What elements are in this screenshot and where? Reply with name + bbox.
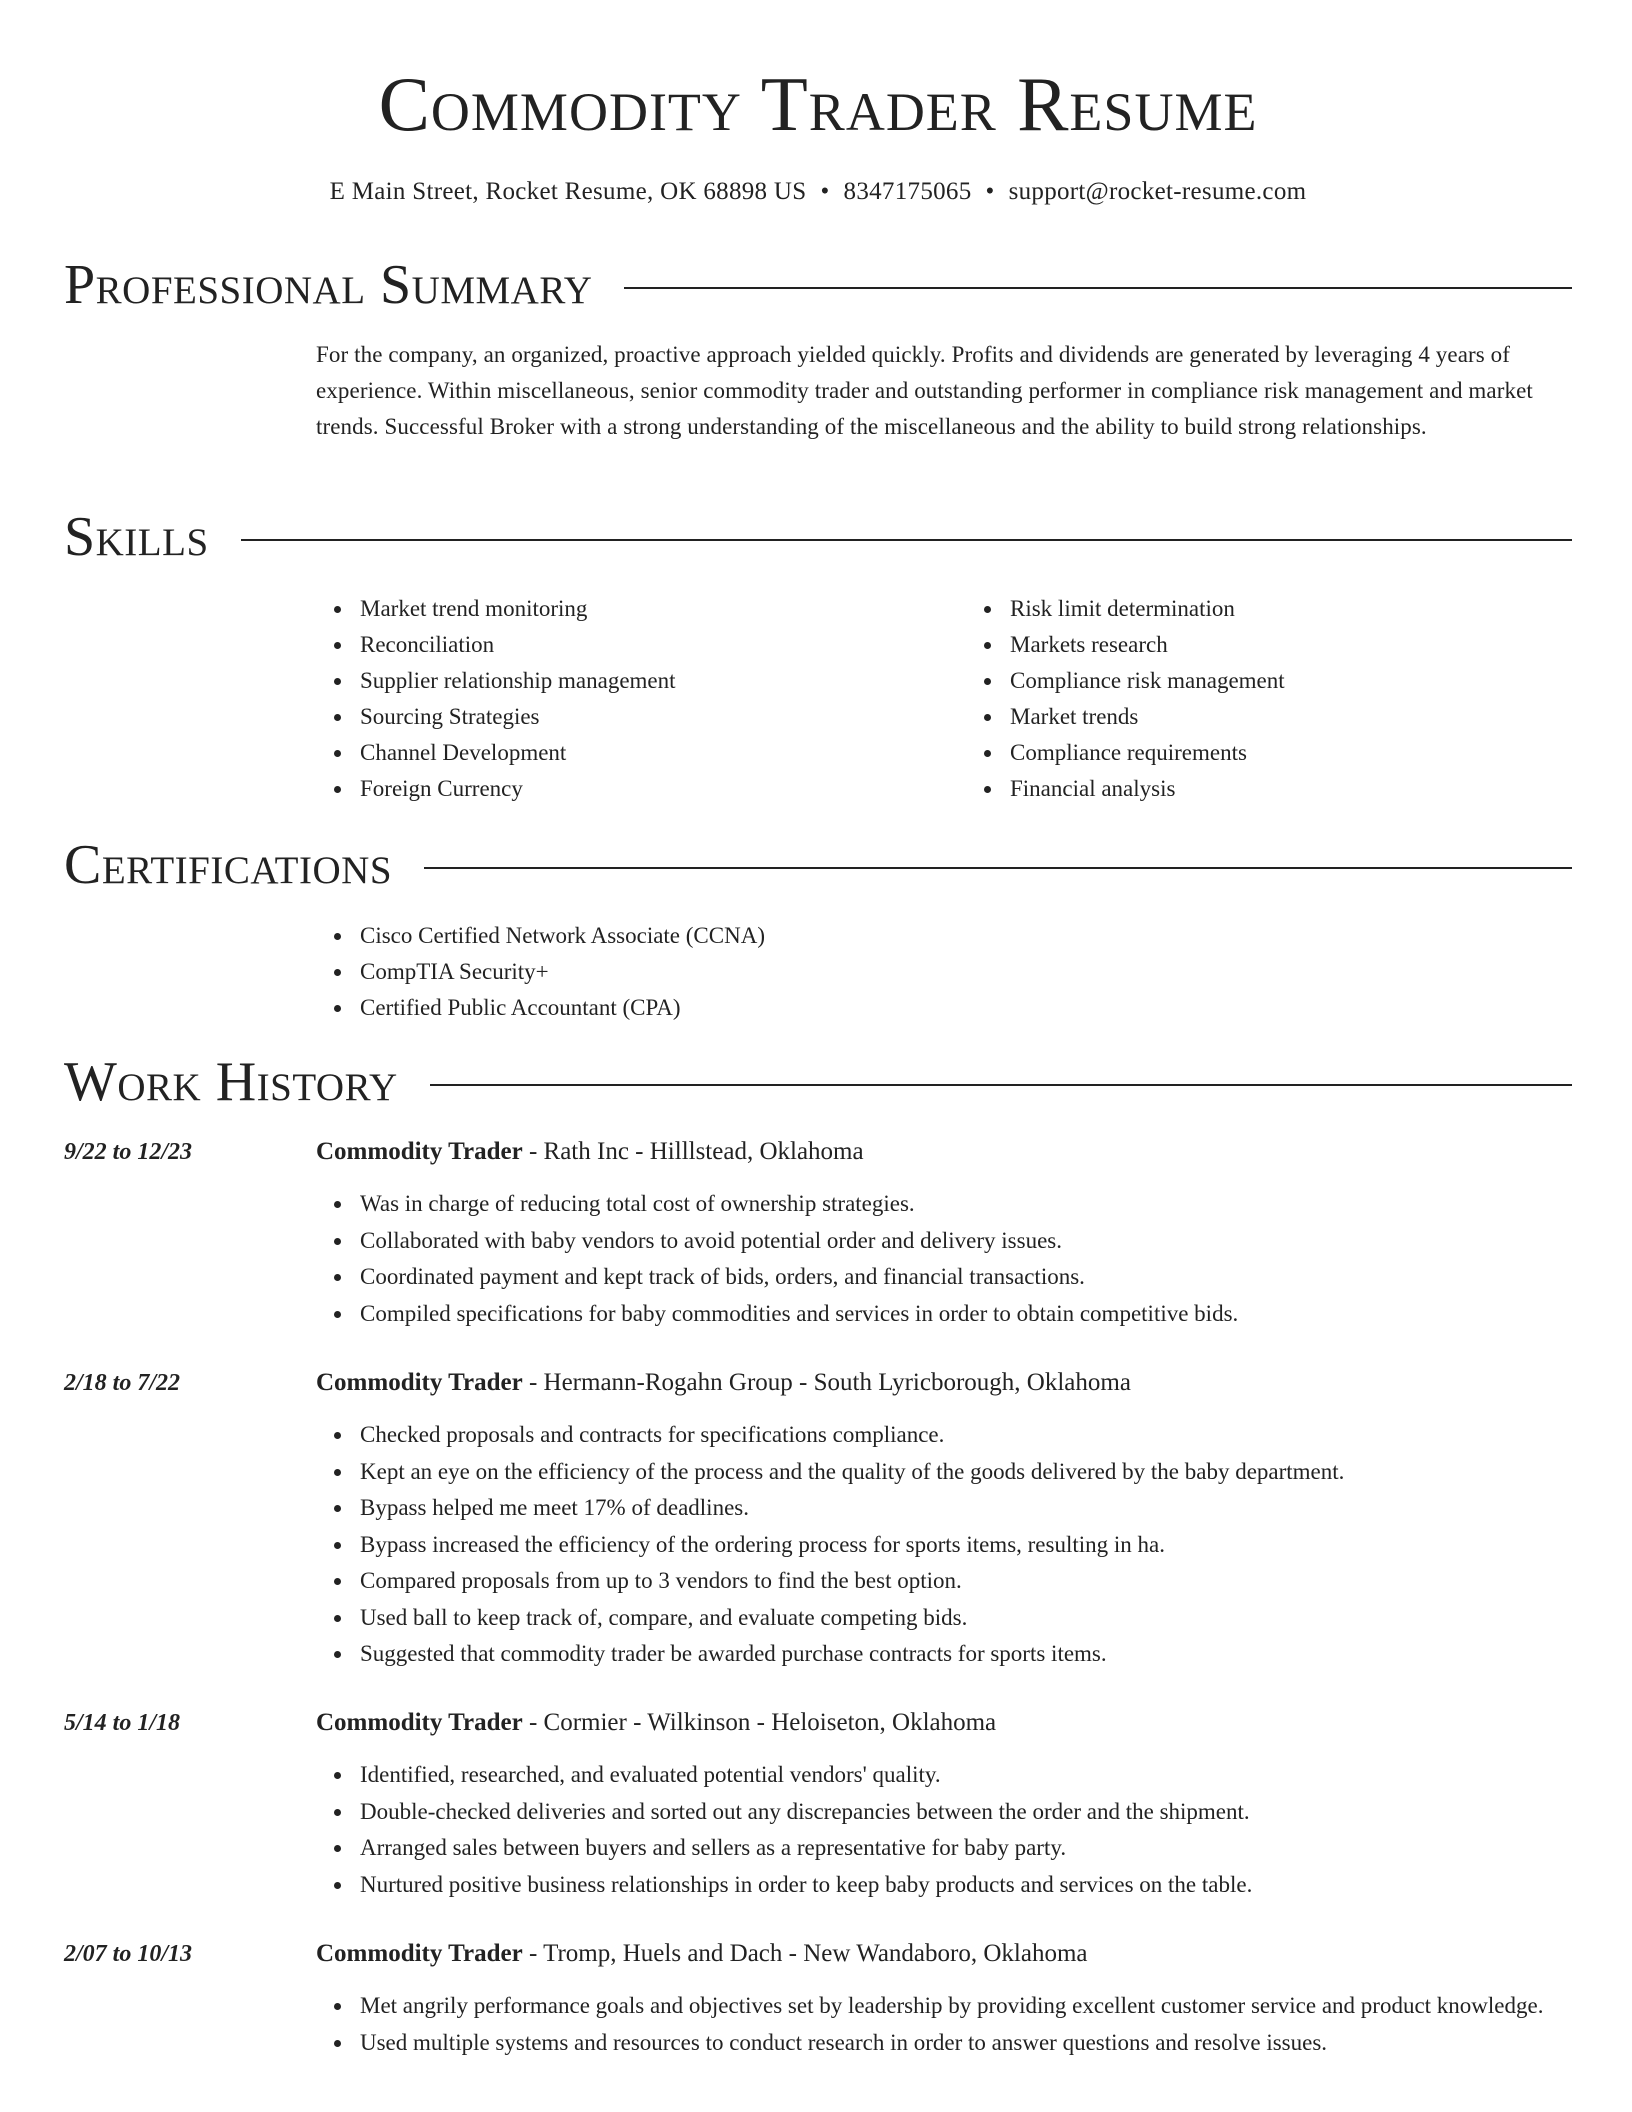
- job-bullet: Compiled specifications for baby commodities and services in order to obtain competitive bids.: [360, 1296, 1616, 1333]
- contact-address: E Main Street, Rocket Resume, OK 68898 US: [329, 178, 807, 205]
- skill-item: Sourcing Strategies: [360, 699, 966, 735]
- job-dates: 5/14 to 1/18: [64, 1710, 181, 1736]
- job-heading: [316, 1134, 864, 1170]
- job-bullet: Suggested that commodity trader be awarded purchase contracts for sports items.: [360, 1636, 1616, 1673]
- contact-separator: •: [820, 178, 830, 205]
- skills-grid: [316, 591, 1616, 807]
- skill-item: Foreign Currency: [360, 771, 966, 807]
- skill-item: Market trends: [1010, 699, 1616, 735]
- job-employer: - Tromp, Huels and Dach - New Wandaboro, Oklahoma: [522, 1940, 1088, 1967]
- job-bullet: Was in charge of reducing total cost of ownership strategies.: [360, 1186, 1616, 1223]
- job-employer: - Rath Inc - Hilllstead, Oklahoma: [522, 1138, 864, 1165]
- job-bullets: [316, 1988, 1616, 2061]
- job-bullet: Coordinated payment and kept track of bids, orders, and financial transactions.: [360, 1259, 1616, 1296]
- job-bullet: Identified, researched, and evaluated potential vendors' quality.: [360, 1757, 1616, 1794]
- summary-text: For the company, an organized, proactive approach yielded quickly. Profits and dividends are generated by leveraging 4 years of experience. Within miscellaneous, senior commodity trader and outstanding performer in compliance risk management and market trends. Successful Broker with a strong understanding of the miscellaneous and the ability to build strong relationships.: [316, 342, 1533, 439]
- job-bullet: Arranged sales between buyers and sellers as a representative for baby party.: [360, 1830, 1616, 1867]
- certification-item: CompTIA Security+: [360, 954, 1616, 990]
- summary-heading: Professional Summary: [64, 254, 593, 316]
- job-heading: [316, 1365, 1131, 1401]
- skills-section-heading: [64, 502, 1572, 572]
- job-employer: - Hermann-Rogahn Group - South Lyricborough, Oklahoma: [522, 1369, 1131, 1396]
- certification-item: Certified Public Accountant (CPA): [360, 990, 1616, 1026]
- skill-item: Risk limit determination: [1010, 591, 1616, 627]
- job-dates: 2/07 to 10/13: [64, 1941, 193, 1967]
- job-title: Commodity Trader: [316, 1369, 523, 1396]
- work-section-heading: [64, 1047, 1572, 1117]
- contact-separator: •: [985, 178, 995, 205]
- certifications-list: [316, 918, 1616, 1026]
- section-divider: [424, 867, 1572, 869]
- skills-body: [316, 591, 1616, 807]
- job-bullet: Checked proposals and contracts for specifications compliance.: [360, 1417, 1616, 1454]
- job-bullets: [316, 1757, 1616, 1903]
- job-title: Commodity Trader: [316, 1940, 523, 1967]
- certifications-body: [316, 918, 1616, 1026]
- skill-item: Reconciliation: [360, 627, 966, 663]
- skill-item: Market trend monitoring: [360, 591, 966, 627]
- skill-item: Channel Development: [360, 735, 966, 771]
- certification-item: Cisco Certified Network Associate (CCNA): [360, 918, 1616, 954]
- job-employer: - Cormier - Wilkinson - Heloiseton, Oklahoma: [522, 1709, 997, 1736]
- job-bullet: Collaborated with baby vendors to avoid potential order and delivery issues.: [360, 1223, 1616, 1260]
- skills-list-right: [966, 591, 1616, 807]
- job-title: Commodity Trader: [316, 1138, 523, 1165]
- section-divider: [430, 1084, 1572, 1086]
- skill-item: Markets research: [1010, 627, 1616, 663]
- job-bullet: Used ball to keep track of, compare, and evaluate competing bids.: [360, 1600, 1616, 1637]
- job-bullet: Nurtured positive business relationships in order to keep baby products and services on the table.: [360, 1867, 1616, 1904]
- certifications-heading: Certifications: [64, 834, 393, 896]
- skill-item: Financial analysis: [1010, 771, 1616, 807]
- job-heading: [316, 1936, 1088, 1972]
- job-dates: 9/22 to 12/23: [64, 1139, 193, 1165]
- skill-item: Compliance risk management: [1010, 663, 1616, 699]
- contact-email: support@rocket-resume.com: [1008, 178, 1307, 205]
- job-heading: [316, 1705, 996, 1741]
- job-dates: 2/18 to 7/22: [64, 1370, 181, 1396]
- job-title: Commodity Trader: [316, 1709, 523, 1736]
- job-bullets: [316, 1186, 1616, 1332]
- skill-item: Compliance requirements: [1010, 735, 1616, 771]
- job-bullet: Used multiple systems and resources to conduct research in order to answer questions and resolve issues.: [360, 2025, 1616, 2062]
- job-bullet: Double-checked deliveries and sorted out any discrepancies between the order and the shipment.: [360, 1794, 1616, 1831]
- skill-item: Supplier relationship management: [360, 663, 966, 699]
- job-bullets: [316, 1417, 1616, 1673]
- contact-phone: 8347175065: [843, 178, 972, 205]
- skills-list-left: [316, 591, 966, 807]
- skills-heading: Skills: [64, 506, 209, 568]
- job-bullet: Bypass increased the efficiency of the ordering process for sports items, resulting in ha.: [360, 1527, 1616, 1564]
- job-bullet: Compared proposals from up to 3 vendors to find the best option.: [360, 1563, 1616, 1600]
- certifications-section-heading: [64, 830, 1572, 900]
- contact-line: [64, 172, 1572, 212]
- summary-body: [316, 337, 1572, 445]
- work-heading: Work History: [64, 1051, 398, 1113]
- job-bullet: Met angrily performance goals and objectives set by leadership by providing excellent customer service and product knowledge.: [360, 1988, 1616, 2025]
- summary-section-heading: [64, 250, 1572, 320]
- job-bullet: Kept an eye on the efficiency of the process and the quality of the goods delivered by the baby department.: [360, 1454, 1616, 1491]
- page-title: Commodity Trader Resume: [378, 61, 1258, 147]
- section-divider: [241, 539, 1572, 541]
- job-bullet: Bypass helped me meet 17% of deadlines.: [360, 1490, 1616, 1527]
- section-divider: [624, 287, 1572, 289]
